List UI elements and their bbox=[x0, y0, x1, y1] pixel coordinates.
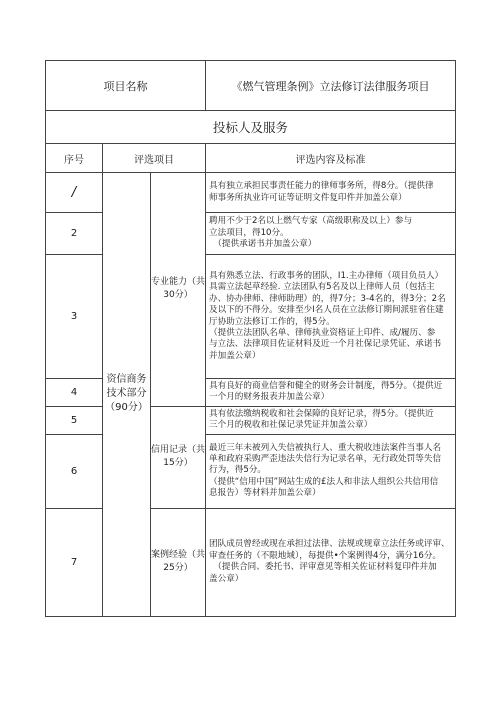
evaluation-table-sheet bbox=[45, 60, 455, 617]
header-item: 评选项目 bbox=[103, 144, 206, 173]
row-content bbox=[206, 255, 456, 379]
row-content bbox=[206, 213, 456, 255]
row-index: 7 bbox=[46, 508, 103, 616]
content-line: 并加盖公章） bbox=[209, 350, 261, 361]
project-name-value: 《燃气管理条例》立法修订法律服务项目 bbox=[206, 61, 456, 111]
row-content bbox=[206, 434, 456, 508]
header-index: 序号 bbox=[46, 144, 103, 173]
row-index: 4 bbox=[46, 379, 103, 407]
content-line: 厅协助立法修订工作的，得5分。 bbox=[209, 316, 335, 327]
item-line: 案例经验（共 bbox=[151, 550, 206, 561]
row-index: 6 bbox=[46, 434, 103, 508]
content-line: 立法项目，得10分。 bbox=[209, 227, 289, 238]
header-content: 评选内容及标准 bbox=[206, 144, 456, 173]
content-line: （提供“信用中国”网站生成的£法人和非法人组织公共信用信 bbox=[209, 476, 439, 487]
item-line: 信用记录（共 bbox=[151, 445, 206, 456]
content-line: 审查任务的（不限地域），每提供•个案例得4分，满分16分。 bbox=[209, 550, 442, 561]
row-content bbox=[206, 508, 456, 616]
category-cell bbox=[103, 173, 151, 617]
section-title-row bbox=[46, 111, 456, 144]
content-line: 息报告）等材料并加盖公章） bbox=[209, 488, 321, 499]
content-line: 具有依法缴纳税收和社会保障的良好记录，得5分。（提供近 bbox=[209, 408, 434, 419]
content-line: 三个月的税收和社保记录凭证并加盖公章） bbox=[209, 420, 373, 431]
project-name-row bbox=[46, 61, 456, 111]
content-line: 最近三年未被列入失信被执行人、重大税收违法案件当事人名 bbox=[209, 442, 442, 453]
row-index: / bbox=[46, 173, 103, 213]
content-line: 与立法、法律项目佐证材料及近一个月社保记录凭证、承诺书 bbox=[209, 339, 442, 350]
row-index: 3 bbox=[46, 255, 103, 379]
item-line: 15分） bbox=[163, 458, 193, 469]
item-professional bbox=[151, 173, 206, 407]
section-title: 投标人及服务 bbox=[46, 111, 456, 144]
content-line: 聘用不少于2名以上燃气专家（高级职称及以上）参与 bbox=[209, 216, 413, 227]
content-line: 具有独立承担民事责任能力的律师事务所，得8分。（提供律 bbox=[209, 181, 434, 192]
table-row bbox=[46, 173, 456, 213]
content-line: （提供承诺书并加盖公章） bbox=[209, 239, 317, 250]
row-index: 2 bbox=[46, 213, 103, 255]
project-name-label: 项目名称 bbox=[46, 61, 206, 111]
content-line: （提供合同、委托书、评审意见等相关佐证材料复印件并加 bbox=[209, 562, 437, 573]
content-line: 具需立法起草经验. 立法团队有5名及以上律师人员（包括主 bbox=[209, 282, 435, 293]
category-line: 资信商务 bbox=[106, 374, 147, 386]
row-content bbox=[206, 406, 456, 434]
content-line: 行为，得5分。 bbox=[209, 465, 267, 476]
item-line: 专业能力（共 bbox=[151, 277, 206, 288]
item-cases bbox=[151, 508, 206, 616]
item-credit bbox=[151, 406, 206, 508]
content-line: （提供立法团队名单、律师执业资格证上印件、成/履历、参 bbox=[209, 327, 436, 338]
content-line: 盖公章） bbox=[209, 573, 244, 584]
content-line: 具有良好的商业信誉和健全的财务会计制度，得5分。（提供近 bbox=[209, 381, 443, 391]
row-content bbox=[206, 173, 456, 213]
content-line: 一个月的财务报表并加盖公章） bbox=[209, 392, 330, 403]
content-line: 办、协办律师、律师助理）的，得7分；3-4名的，得3分；2名 bbox=[209, 293, 446, 304]
category-line: （90分） bbox=[105, 402, 148, 414]
content-line: 师事务所执业许可证等证明文件复印件并加盖公章） bbox=[209, 192, 407, 203]
item-line: 30分） bbox=[163, 290, 193, 301]
row-index: 5 bbox=[46, 406, 103, 434]
content-line: 单和政府采购严歪违法失信行为记录名单，无行政处罚等失信 bbox=[209, 454, 442, 465]
header-row bbox=[46, 144, 456, 173]
content-line: 团队成员曾经或现在承担过法律、法规或规章立法任务或评审、 bbox=[209, 539, 450, 550]
row-content bbox=[206, 379, 456, 407]
content-line: 具有熟悉立法、行政事务的团队，I1.主办律师（项目负员人） bbox=[209, 270, 444, 281]
category-line: 技术部分 bbox=[106, 388, 147, 400]
content-line: 及以下的不得分。安排至少I名人员在立法修订期间派驻省住建 bbox=[209, 305, 444, 316]
evaluation-table bbox=[45, 60, 456, 617]
item-line: 25分） bbox=[163, 563, 193, 574]
